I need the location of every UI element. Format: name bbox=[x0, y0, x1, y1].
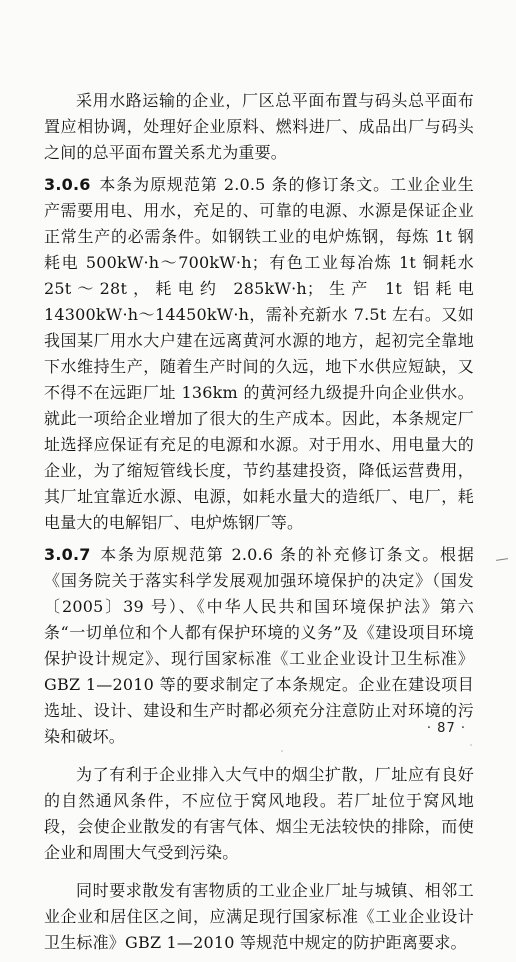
paragraph-ventilation: 为了有利于企业排入大气中的烟尘扩散，厂址应有良好的自然通风条件，不应位于窝风地段。若厂址位于窝风地段，会使企业散发的有害气体、烟尘无法较快的排除，而使企业和周围大气受到污染。 bbox=[44, 765, 474, 862]
paragraph-water-transport: 采用水路运输的企业，厂区总平面布置与码头总平面布置应相协调，处理好企业原料、燃料进厂、成品出厂与码头之间的总平面布置关系尤为重要。 bbox=[44, 91, 474, 162]
scan-dust-mark bbox=[470, 744, 472, 746]
clause-3-0-6 bbox=[44, 172, 474, 536]
scan-edge-mark bbox=[496, 558, 508, 561]
page-body bbox=[44, 88, 474, 962]
clause-text: 本条为原规范第 2.0.6 条的补充修订条文。根据《国务院关于落实科学发展观加强环境保护的决定》（国发〔2005〕39 号）、《中华人民共和国环境保护法》第六条“一切单位和个人都有保护环境的义务”及《建设项目环境保护设计规定》、现行国家标准《工业企业设计卫生标准》GBZ 1—2010 等的要求制定了本条规定。企业在建设项目选址、设计、建设和生产时都必须充分注意防止对环境的污染和破坏。 bbox=[44, 545, 474, 746]
clause-number: 3.0.6 bbox=[44, 175, 91, 194]
paragraph-protective-distance: 同时要求散发有害物质的工业企业厂址与城镇、相邻工业企业和居住区之间，应满足现行国家标准《工业企业设计卫生标准》GBZ 1—2010 等规范中规定的防护距离要求。 bbox=[44, 881, 474, 952]
clause-3-0-7 bbox=[44, 542, 474, 750]
page-number: · 87 · bbox=[426, 721, 466, 736]
clause-number: 3.0.7 bbox=[44, 545, 91, 564]
clause-text: 本条为原规范第 2.0.5 条的修订条文。工业企业生产需要用电、用水，充足的、可靠的电源、水源是保证企业正常生产的必需条件。如钢铁工业的电炉炼钢，每炼 1t 钢耗电 500kW·h～700kW·h；有色工业每冶炼 1t 铜耗水 25t～28t，耗电约 285kW·h；生产 1t 铝耗电 14300kW·h～14450kW·h，需补充新水 7.5t 左右。又如我国某厂用水大户建在远离黄河水源的地方，起初完全靠地下水维持生产，随着生产时间的久远，地下水供应短缺，又不得不在远距厂址 136km 的黄河经九级提升向企业供水。就此一项给企业增加了很大的生产成本。因此，本条规定厂址选择应保证有充足的电源和水源。对于用水、用电量大的企业，为了缩短管线长度，节约基建投资，降低运营费用，其厂址宜靠近水源、电源，如耗水量大的造纸厂、电厂，耗电量大的电解铝厂、电炉炼钢厂等。 bbox=[44, 175, 474, 532]
scan-dust-mark bbox=[281, 750, 283, 752]
